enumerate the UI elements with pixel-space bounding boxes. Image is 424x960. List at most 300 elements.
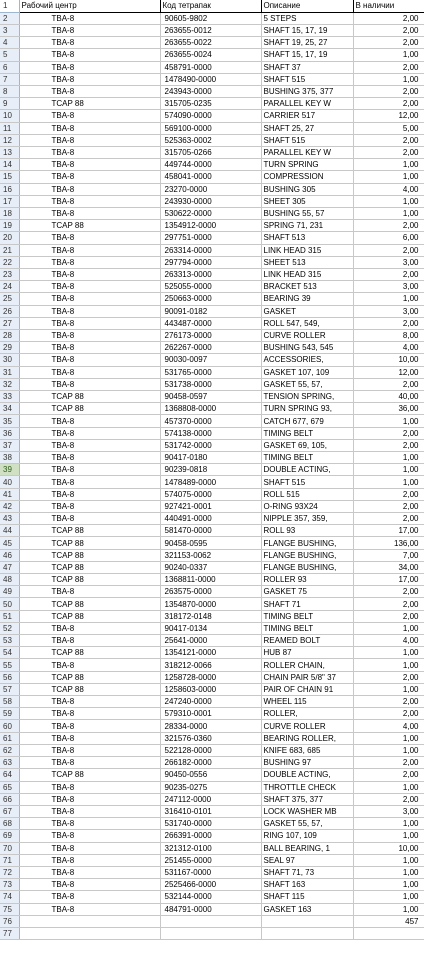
cell-tetrapak-code[interactable]: 457370-0000 bbox=[160, 415, 261, 427]
cell-description[interactable]: GASKET 55, 57, bbox=[261, 378, 353, 390]
cell-work-center[interactable]: TBA-8 bbox=[19, 903, 160, 915]
cell-description[interactable]: FLANGE BUSHING, bbox=[261, 537, 353, 549]
cell-tetrapak-code[interactable]: 266391-0000 bbox=[160, 830, 261, 842]
cell-in-stock[interactable]: 4,00 bbox=[353, 635, 424, 647]
cell-in-stock[interactable]: 1,00 bbox=[353, 647, 424, 659]
cell-in-stock[interactable]: 40,00 bbox=[353, 391, 424, 403]
row-number[interactable]: 22 bbox=[0, 256, 19, 268]
cell-description[interactable] bbox=[261, 915, 353, 927]
row-number[interactable]: 7 bbox=[0, 73, 19, 85]
cell-description[interactable]: TURN SPRING 93, bbox=[261, 403, 353, 415]
cell-description[interactable]: PARALLEL KEY W bbox=[261, 146, 353, 158]
cell-tetrapak-code[interactable] bbox=[160, 915, 261, 927]
cell-description[interactable]: KNIFE 683, 685 bbox=[261, 744, 353, 756]
row-number[interactable]: 59 bbox=[0, 708, 19, 720]
row-number[interactable]: 66 bbox=[0, 793, 19, 805]
row-number[interactable]: 1 bbox=[0, 0, 19, 12]
cell-description[interactable]: TIMING BELT bbox=[261, 610, 353, 622]
row-number[interactable]: 30 bbox=[0, 354, 19, 366]
cell-work-center[interactable]: TBA-8 bbox=[19, 586, 160, 598]
cell-description[interactable]: SHAFT 37 bbox=[261, 61, 353, 73]
cell-work-center[interactable]: TCAP 88 bbox=[19, 769, 160, 781]
cell-tetrapak-code[interactable]: 250663-0000 bbox=[160, 293, 261, 305]
cell-in-stock[interactable]: 1,00 bbox=[353, 781, 424, 793]
cell-tetrapak-code[interactable]: 263314-0000 bbox=[160, 244, 261, 256]
cell-tetrapak-code[interactable]: 90458-0595 bbox=[160, 537, 261, 549]
row-number[interactable]: 10 bbox=[0, 110, 19, 122]
cell-in-stock[interactable]: 3,00 bbox=[353, 305, 424, 317]
cell-in-stock[interactable]: 1,00 bbox=[353, 293, 424, 305]
cell-work-center[interactable]: TBA-8 bbox=[19, 830, 160, 842]
row-number[interactable]: 45 bbox=[0, 537, 19, 549]
cell-in-stock[interactable]: 1,00 bbox=[353, 452, 424, 464]
cell-in-stock[interactable]: 2,00 bbox=[353, 37, 424, 49]
cell-tetrapak-code[interactable]: 243930-0000 bbox=[160, 195, 261, 207]
cell-description[interactable]: SHAFT 163 bbox=[261, 879, 353, 891]
header-in-stock[interactable]: В наличии bbox=[353, 0, 424, 12]
cell-work-center[interactable]: TCAP 88 bbox=[19, 525, 160, 537]
cell-in-stock[interactable]: 2,00 bbox=[353, 671, 424, 683]
row-number[interactable]: 63 bbox=[0, 757, 19, 769]
cell-description[interactable]: GASKET 75 bbox=[261, 586, 353, 598]
cell-tetrapak-code[interactable]: 276173-0000 bbox=[160, 329, 261, 341]
cell-in-stock[interactable]: 136,00 bbox=[353, 537, 424, 549]
row-number[interactable]: 39 bbox=[0, 464, 19, 476]
cell-tetrapak-code[interactable]: 1258603-0000 bbox=[160, 683, 261, 695]
cell-in-stock[interactable]: 2,00 bbox=[353, 439, 424, 451]
cell-tetrapak-code[interactable]: 530622-0000 bbox=[160, 207, 261, 219]
row-number[interactable]: 32 bbox=[0, 378, 19, 390]
cell-description[interactable]: DOUBLE ACTING, bbox=[261, 464, 353, 476]
cell-tetrapak-code[interactable]: 90239-0818 bbox=[160, 464, 261, 476]
cell-tetrapak-code[interactable]: 297751-0000 bbox=[160, 232, 261, 244]
cell-work-center[interactable]: TBA-8 bbox=[19, 268, 160, 280]
cell-work-center[interactable]: TBA-8 bbox=[19, 61, 160, 73]
row-number[interactable]: 2 bbox=[0, 12, 19, 24]
cell-tetrapak-code[interactable]: 1258728-0000 bbox=[160, 671, 261, 683]
cell-in-stock[interactable]: 2,00 bbox=[353, 317, 424, 329]
cell-work-center[interactable]: TBA-8 bbox=[19, 732, 160, 744]
cell-tetrapak-code[interactable]: 522128-0000 bbox=[160, 744, 261, 756]
cell-in-stock[interactable]: 2,00 bbox=[353, 427, 424, 439]
cell-tetrapak-code[interactable]: 449744-0000 bbox=[160, 159, 261, 171]
cell-description[interactable]: BEARING 39 bbox=[261, 293, 353, 305]
cell-tetrapak-code[interactable]: 484791-0000 bbox=[160, 903, 261, 915]
row-number[interactable]: 50 bbox=[0, 598, 19, 610]
header-work-center[interactable]: Рабочий центр bbox=[19, 0, 160, 12]
cell-work-center[interactable]: TBA-8 bbox=[19, 49, 160, 61]
cell-tetrapak-code[interactable]: 318212-0066 bbox=[160, 659, 261, 671]
cell-description[interactable]: ROLL 93 bbox=[261, 525, 353, 537]
cell-tetrapak-code[interactable]: 266182-0000 bbox=[160, 757, 261, 769]
row-number[interactable]: 71 bbox=[0, 854, 19, 866]
cell-description[interactable]: SHAFT 19, 25, 27 bbox=[261, 37, 353, 49]
cell-work-center[interactable]: TCAP 88 bbox=[19, 598, 160, 610]
cell-in-stock[interactable]: 1,00 bbox=[353, 49, 424, 61]
cell-in-stock[interactable]: 17,00 bbox=[353, 525, 424, 537]
row-number[interactable]: 16 bbox=[0, 183, 19, 195]
row-number[interactable]: 35 bbox=[0, 415, 19, 427]
cell-in-stock[interactable]: 2,00 bbox=[353, 244, 424, 256]
cell-description[interactable]: HUB 87 bbox=[261, 647, 353, 659]
cell-in-stock[interactable]: 4,00 bbox=[353, 720, 424, 732]
cell-tetrapak-code[interactable]: 569100-0000 bbox=[160, 122, 261, 134]
cell-in-stock[interactable]: 17,00 bbox=[353, 574, 424, 586]
cell-work-center[interactable]: TBA-8 bbox=[19, 476, 160, 488]
cell-description[interactable]: CHAIN PAIR 5/8" 37 bbox=[261, 671, 353, 683]
row-number[interactable]: 14 bbox=[0, 159, 19, 171]
cell-work-center[interactable]: TBA-8 bbox=[19, 866, 160, 878]
row-number[interactable]: 70 bbox=[0, 842, 19, 854]
cell-description[interactable]: TURN SPRING bbox=[261, 159, 353, 171]
cell-description[interactable]: SHAFT 71 bbox=[261, 598, 353, 610]
cell-in-stock[interactable]: 1,00 bbox=[353, 659, 424, 671]
cell-in-stock[interactable]: 6,00 bbox=[353, 232, 424, 244]
cell-tetrapak-code[interactable]: 458791-0000 bbox=[160, 61, 261, 73]
row-number[interactable]: 60 bbox=[0, 720, 19, 732]
row-number[interactable]: 52 bbox=[0, 622, 19, 634]
cell-work-center[interactable]: TBA-8 bbox=[19, 464, 160, 476]
cell-in-stock[interactable]: 2,00 bbox=[353, 220, 424, 232]
cell-work-center[interactable]: TBA-8 bbox=[19, 256, 160, 268]
cell-description[interactable]: BUSHING 97 bbox=[261, 757, 353, 769]
cell-in-stock[interactable]: 2,00 bbox=[353, 378, 424, 390]
cell-description[interactable]: DOUBLE ACTING, bbox=[261, 769, 353, 781]
cell-work-center[interactable]: TBA-8 bbox=[19, 635, 160, 647]
row-number[interactable]: 77 bbox=[0, 927, 19, 939]
cell-in-stock[interactable]: 5,00 bbox=[353, 122, 424, 134]
cell-tetrapak-code[interactable]: 315705-0235 bbox=[160, 98, 261, 110]
cell-work-center[interactable]: TBA-8 bbox=[19, 879, 160, 891]
cell-in-stock[interactable]: 1,00 bbox=[353, 879, 424, 891]
row-number[interactable]: 28 bbox=[0, 329, 19, 341]
row-number[interactable]: 6 bbox=[0, 61, 19, 73]
cell-work-center[interactable]: TBA-8 bbox=[19, 281, 160, 293]
cell-in-stock[interactable]: 1,00 bbox=[353, 171, 424, 183]
row-number[interactable]: 46 bbox=[0, 549, 19, 561]
cell-description[interactable]: BUSHING 543, 545 bbox=[261, 342, 353, 354]
cell-in-stock[interactable]: 1,00 bbox=[353, 903, 424, 915]
row-number[interactable]: 54 bbox=[0, 647, 19, 659]
row-number[interactable]: 43 bbox=[0, 513, 19, 525]
row-number[interactable]: 51 bbox=[0, 610, 19, 622]
cell-work-center[interactable]: TBA-8 bbox=[19, 513, 160, 525]
cell-in-stock[interactable]: 2,00 bbox=[353, 98, 424, 110]
cell-work-center[interactable]: TBA-8 bbox=[19, 708, 160, 720]
cell-tetrapak-code[interactable]: 315705-0266 bbox=[160, 146, 261, 158]
cell-description[interactable]: SHAFT 515 bbox=[261, 134, 353, 146]
cell-in-stock[interactable]: 2,00 bbox=[353, 757, 424, 769]
cell-description[interactable]: SHAFT 375, 377 bbox=[261, 793, 353, 805]
cell-description[interactable]: PARALLEL KEY W bbox=[261, 98, 353, 110]
row-number[interactable]: 33 bbox=[0, 391, 19, 403]
header-tetrapak-code[interactable]: Код тетрапак bbox=[160, 0, 261, 12]
empty-cell[interactable] bbox=[261, 927, 353, 939]
cell-description[interactable]: FLANGE BUSHING, bbox=[261, 549, 353, 561]
cell-in-stock[interactable]: 3,00 bbox=[353, 281, 424, 293]
row-number[interactable]: 75 bbox=[0, 903, 19, 915]
row-number[interactable]: 20 bbox=[0, 232, 19, 244]
cell-work-center[interactable]: TBA-8 bbox=[19, 207, 160, 219]
cell-work-center[interactable]: TBA-8 bbox=[19, 329, 160, 341]
cell-description[interactable]: CATCH 677, 679 bbox=[261, 415, 353, 427]
cell-tetrapak-code[interactable]: 1368811-0000 bbox=[160, 574, 261, 586]
cell-tetrapak-code[interactable]: 574075-0000 bbox=[160, 488, 261, 500]
cell-tetrapak-code[interactable]: 581470-0000 bbox=[160, 525, 261, 537]
row-number[interactable]: 62 bbox=[0, 744, 19, 756]
cell-tetrapak-code[interactable]: 90417-0180 bbox=[160, 452, 261, 464]
cell-work-center[interactable]: TBA-8 bbox=[19, 342, 160, 354]
cell-description[interactable]: PAIR OF CHAIN 91 bbox=[261, 683, 353, 695]
cell-description[interactable]: GASKET 163 bbox=[261, 903, 353, 915]
cell-work-center[interactable]: TBA-8 bbox=[19, 244, 160, 256]
cell-description[interactable]: SHAFT 513 bbox=[261, 232, 353, 244]
cell-in-stock[interactable]: 2,00 bbox=[353, 61, 424, 73]
cell-description[interactable]: BUSHING 55, 57 bbox=[261, 207, 353, 219]
cell-description[interactable]: ROLLER CHAIN, bbox=[261, 659, 353, 671]
cell-description[interactable]: ROLL 515 bbox=[261, 488, 353, 500]
cell-description[interactable]: TIMING BELT bbox=[261, 622, 353, 634]
row-number[interactable]: 64 bbox=[0, 769, 19, 781]
row-number[interactable]: 9 bbox=[0, 98, 19, 110]
cell-in-stock[interactable]: 10,00 bbox=[353, 842, 424, 854]
row-number[interactable]: 18 bbox=[0, 207, 19, 219]
cell-tetrapak-code[interactable]: 318172-0148 bbox=[160, 610, 261, 622]
cell-in-stock[interactable]: 1,00 bbox=[353, 73, 424, 85]
cell-description[interactable]: ACCESSORIES, bbox=[261, 354, 353, 366]
cell-in-stock[interactable]: 1,00 bbox=[353, 476, 424, 488]
cell-in-stock[interactable]: 7,00 bbox=[353, 549, 424, 561]
cell-description[interactable]: SPRING 71, 231 bbox=[261, 220, 353, 232]
cell-tetrapak-code[interactable]: 1478490-0000 bbox=[160, 73, 261, 85]
cell-work-center[interactable]: TBA-8 bbox=[19, 305, 160, 317]
cell-tetrapak-code[interactable]: 321312-0100 bbox=[160, 842, 261, 854]
cell-tetrapak-code[interactable]: 247112-0000 bbox=[160, 793, 261, 805]
cell-in-stock[interactable]: 1,00 bbox=[353, 866, 424, 878]
cell-work-center[interactable]: TBA-8 bbox=[19, 488, 160, 500]
row-number[interactable]: 40 bbox=[0, 476, 19, 488]
cell-description[interactable]: SHAFT 115 bbox=[261, 891, 353, 903]
cell-tetrapak-code[interactable]: 263655-0012 bbox=[160, 24, 261, 36]
cell-work-center[interactable]: TBA-8 bbox=[19, 757, 160, 769]
cell-tetrapak-code[interactable]: 531167-0000 bbox=[160, 866, 261, 878]
row-number[interactable]: 72 bbox=[0, 866, 19, 878]
cell-work-center[interactable]: TBA-8 bbox=[19, 146, 160, 158]
cell-in-stock[interactable]: 1,00 bbox=[353, 464, 424, 476]
row-number[interactable]: 65 bbox=[0, 781, 19, 793]
row-number[interactable]: 15 bbox=[0, 171, 19, 183]
cell-work-center[interactable]: TCAP 88 bbox=[19, 671, 160, 683]
cell-in-stock[interactable]: 1,00 bbox=[353, 415, 424, 427]
cell-tetrapak-code[interactable]: 90240-0337 bbox=[160, 561, 261, 573]
cell-tetrapak-code[interactable]: 927421-0001 bbox=[160, 500, 261, 512]
empty-cell[interactable] bbox=[353, 927, 424, 939]
cell-in-stock[interactable]: 2,00 bbox=[353, 134, 424, 146]
row-number[interactable]: 27 bbox=[0, 317, 19, 329]
cell-work-center[interactable]: TBA-8 bbox=[19, 854, 160, 866]
cell-tetrapak-code[interactable]: 2525466-0000 bbox=[160, 879, 261, 891]
row-number[interactable]: 8 bbox=[0, 85, 19, 97]
row-number[interactable]: 74 bbox=[0, 891, 19, 903]
cell-work-center[interactable]: TBA-8 bbox=[19, 85, 160, 97]
cell-description[interactable]: SHAFT 15, 17, 19 bbox=[261, 49, 353, 61]
cell-work-center[interactable]: TBA-8 bbox=[19, 659, 160, 671]
cell-tetrapak-code[interactable]: 525055-0000 bbox=[160, 281, 261, 293]
cell-work-center[interactable]: TBA-8 bbox=[19, 696, 160, 708]
cell-tetrapak-code[interactable]: 532144-0000 bbox=[160, 891, 261, 903]
cell-work-center[interactable]: TCAP 88 bbox=[19, 549, 160, 561]
row-number[interactable]: 57 bbox=[0, 683, 19, 695]
cell-in-stock[interactable]: 2,00 bbox=[353, 793, 424, 805]
row-number[interactable]: 69 bbox=[0, 830, 19, 842]
row-number[interactable]: 53 bbox=[0, 635, 19, 647]
cell-in-stock[interactable]: 1,00 bbox=[353, 744, 424, 756]
cell-description[interactable]: LINK HEAD 315 bbox=[261, 244, 353, 256]
cell-work-center[interactable]: TBA-8 bbox=[19, 439, 160, 451]
row-number[interactable]: 31 bbox=[0, 366, 19, 378]
row-number[interactable]: 47 bbox=[0, 561, 19, 573]
cell-description[interactable]: BEARING ROLLER, bbox=[261, 732, 353, 744]
cell-tetrapak-code[interactable]: 25641-0000 bbox=[160, 635, 261, 647]
row-number[interactable]: 48 bbox=[0, 574, 19, 586]
cell-in-stock[interactable]: 2,00 bbox=[353, 769, 424, 781]
row-number[interactable]: 11 bbox=[0, 122, 19, 134]
cell-in-stock[interactable]: 1,00 bbox=[353, 683, 424, 695]
cell-in-stock[interactable]: 10,00 bbox=[353, 354, 424, 366]
cell-in-stock[interactable]: 2,00 bbox=[353, 146, 424, 158]
cell-description[interactable]: 5 STEPS bbox=[261, 12, 353, 24]
cell-description[interactable]: BUSHING 375, 377 bbox=[261, 85, 353, 97]
cell-description[interactable]: COMPRESSION bbox=[261, 171, 353, 183]
cell-work-center[interactable]: TCAP 88 bbox=[19, 220, 160, 232]
cell-work-center[interactable]: TCAP 88 bbox=[19, 98, 160, 110]
cell-work-center[interactable]: TCAP 88 bbox=[19, 537, 160, 549]
cell-tetrapak-code[interactable]: 1354121-0000 bbox=[160, 647, 261, 659]
row-number[interactable]: 4 bbox=[0, 37, 19, 49]
cell-in-stock[interactable]: 2,00 bbox=[353, 488, 424, 500]
row-number[interactable]: 41 bbox=[0, 488, 19, 500]
row-number[interactable]: 36 bbox=[0, 427, 19, 439]
cell-in-stock[interactable]: 2,00 bbox=[353, 500, 424, 512]
cell-tetrapak-code[interactable]: 574090-0000 bbox=[160, 110, 261, 122]
cell-description[interactable]: ROLL 547, 549, bbox=[261, 317, 353, 329]
cell-work-center[interactable]: TBA-8 bbox=[19, 195, 160, 207]
cell-description[interactable]: REAMED BOLT bbox=[261, 635, 353, 647]
cell-work-center[interactable] bbox=[19, 915, 160, 927]
cell-work-center[interactable]: TCAP 88 bbox=[19, 683, 160, 695]
cell-in-stock[interactable]: 34,00 bbox=[353, 561, 424, 573]
row-number[interactable]: 17 bbox=[0, 195, 19, 207]
cell-work-center[interactable]: TBA-8 bbox=[19, 781, 160, 793]
cell-in-stock[interactable]: 2,00 bbox=[353, 598, 424, 610]
cell-tetrapak-code[interactable]: 251455-0000 bbox=[160, 854, 261, 866]
cell-tetrapak-code[interactable]: 531740-0000 bbox=[160, 818, 261, 830]
cell-in-stock[interactable]: 1,00 bbox=[353, 830, 424, 842]
cell-in-stock[interactable]: 2,00 bbox=[353, 24, 424, 36]
row-number[interactable]: 38 bbox=[0, 452, 19, 464]
cell-description[interactable]: SHEET 513 bbox=[261, 256, 353, 268]
cell-work-center[interactable]: TCAP 88 bbox=[19, 574, 160, 586]
cell-work-center[interactable]: TBA-8 bbox=[19, 366, 160, 378]
cell-tetrapak-code[interactable]: 531738-0000 bbox=[160, 378, 261, 390]
cell-tetrapak-code[interactable]: 1354912-0000 bbox=[160, 220, 261, 232]
cell-tetrapak-code[interactable]: 443487-0000 bbox=[160, 317, 261, 329]
cell-description[interactable]: NIPPLE 357, 359, bbox=[261, 513, 353, 525]
cell-tetrapak-code[interactable]: 458041-0000 bbox=[160, 171, 261, 183]
cell-in-stock[interactable]: 1,00 bbox=[353, 207, 424, 219]
cell-work-center[interactable]: TBA-8 bbox=[19, 891, 160, 903]
row-number[interactable]: 61 bbox=[0, 732, 19, 744]
row-number[interactable]: 58 bbox=[0, 696, 19, 708]
cell-description[interactable]: SHEET 305 bbox=[261, 195, 353, 207]
row-number[interactable]: 25 bbox=[0, 293, 19, 305]
cell-work-center[interactable]: TBA-8 bbox=[19, 37, 160, 49]
cell-description[interactable]: GASKET bbox=[261, 305, 353, 317]
cell-description[interactable]: TIMING BELT bbox=[261, 452, 353, 464]
cell-tetrapak-code[interactable]: 531765-0000 bbox=[160, 366, 261, 378]
row-number[interactable]: 26 bbox=[0, 305, 19, 317]
cell-tetrapak-code[interactable]: 263575-0000 bbox=[160, 586, 261, 598]
cell-description[interactable]: THROTTLE CHECK bbox=[261, 781, 353, 793]
cell-work-center[interactable]: TBA-8 bbox=[19, 183, 160, 195]
cell-work-center[interactable]: TBA-8 bbox=[19, 500, 160, 512]
cell-in-stock[interactable]: 3,00 bbox=[353, 256, 424, 268]
cell-in-stock[interactable]: 2,00 bbox=[353, 85, 424, 97]
cell-description[interactable]: CURVE ROLLER bbox=[261, 720, 353, 732]
cell-work-center[interactable]: TBA-8 bbox=[19, 171, 160, 183]
row-number[interactable]: 13 bbox=[0, 146, 19, 158]
cell-description[interactable]: TIMING BELT bbox=[261, 427, 353, 439]
cell-work-center[interactable]: TBA-8 bbox=[19, 805, 160, 817]
cell-in-stock[interactable]: 1,00 bbox=[353, 622, 424, 634]
cell-in-stock[interactable]: 2,00 bbox=[353, 610, 424, 622]
cell-description[interactable]: SHAFT 25, 27 bbox=[261, 122, 353, 134]
cell-description[interactable]: SHAFT 515 bbox=[261, 73, 353, 85]
cell-description[interactable]: BRACKET 513 bbox=[261, 281, 353, 293]
cell-in-stock[interactable]: 1,00 bbox=[353, 818, 424, 830]
row-number[interactable]: 29 bbox=[0, 342, 19, 354]
cell-work-center[interactable]: TBA-8 bbox=[19, 24, 160, 36]
cell-work-center[interactable]: TBA-8 bbox=[19, 73, 160, 85]
cell-description[interactable]: O-RING 93X24 bbox=[261, 500, 353, 512]
cell-description[interactable]: GASKET 69, 105, bbox=[261, 439, 353, 451]
cell-work-center[interactable]: TBA-8 bbox=[19, 452, 160, 464]
cell-description[interactable]: ROLLER, bbox=[261, 708, 353, 720]
cell-description[interactable]: SEAL 97 bbox=[261, 854, 353, 866]
total-in-stock[interactable]: 457 bbox=[353, 915, 424, 927]
cell-in-stock[interactable]: 1,00 bbox=[353, 732, 424, 744]
cell-in-stock[interactable]: 12,00 bbox=[353, 366, 424, 378]
cell-tetrapak-code[interactable]: 316410-0101 bbox=[160, 805, 261, 817]
cell-in-stock[interactable]: 2,00 bbox=[353, 708, 424, 720]
cell-in-stock[interactable]: 4,00 bbox=[353, 342, 424, 354]
cell-description[interactable]: FLANGE BUSHING, bbox=[261, 561, 353, 573]
cell-tetrapak-code[interactable]: 263313-0000 bbox=[160, 268, 261, 280]
cell-work-center[interactable]: TCAP 88 bbox=[19, 561, 160, 573]
cell-work-center[interactable]: TBA-8 bbox=[19, 793, 160, 805]
cell-description[interactable]: GASKET 55, 57, bbox=[261, 818, 353, 830]
cell-tetrapak-code[interactable]: 1354870-0000 bbox=[160, 598, 261, 610]
cell-description[interactable]: LOCK WASHER MB bbox=[261, 805, 353, 817]
cell-in-stock[interactable]: 2,00 bbox=[353, 513, 424, 525]
cell-tetrapak-code[interactable]: 90235-0275 bbox=[160, 781, 261, 793]
row-number[interactable]: 56 bbox=[0, 671, 19, 683]
cell-work-center[interactable]: TCAP 88 bbox=[19, 647, 160, 659]
cell-description[interactable]: BUSHING 305 bbox=[261, 183, 353, 195]
cell-description[interactable]: ROLLER 93 bbox=[261, 574, 353, 586]
cell-description[interactable]: SHAFT 15, 17, 19 bbox=[261, 24, 353, 36]
row-number[interactable]: 23 bbox=[0, 268, 19, 280]
